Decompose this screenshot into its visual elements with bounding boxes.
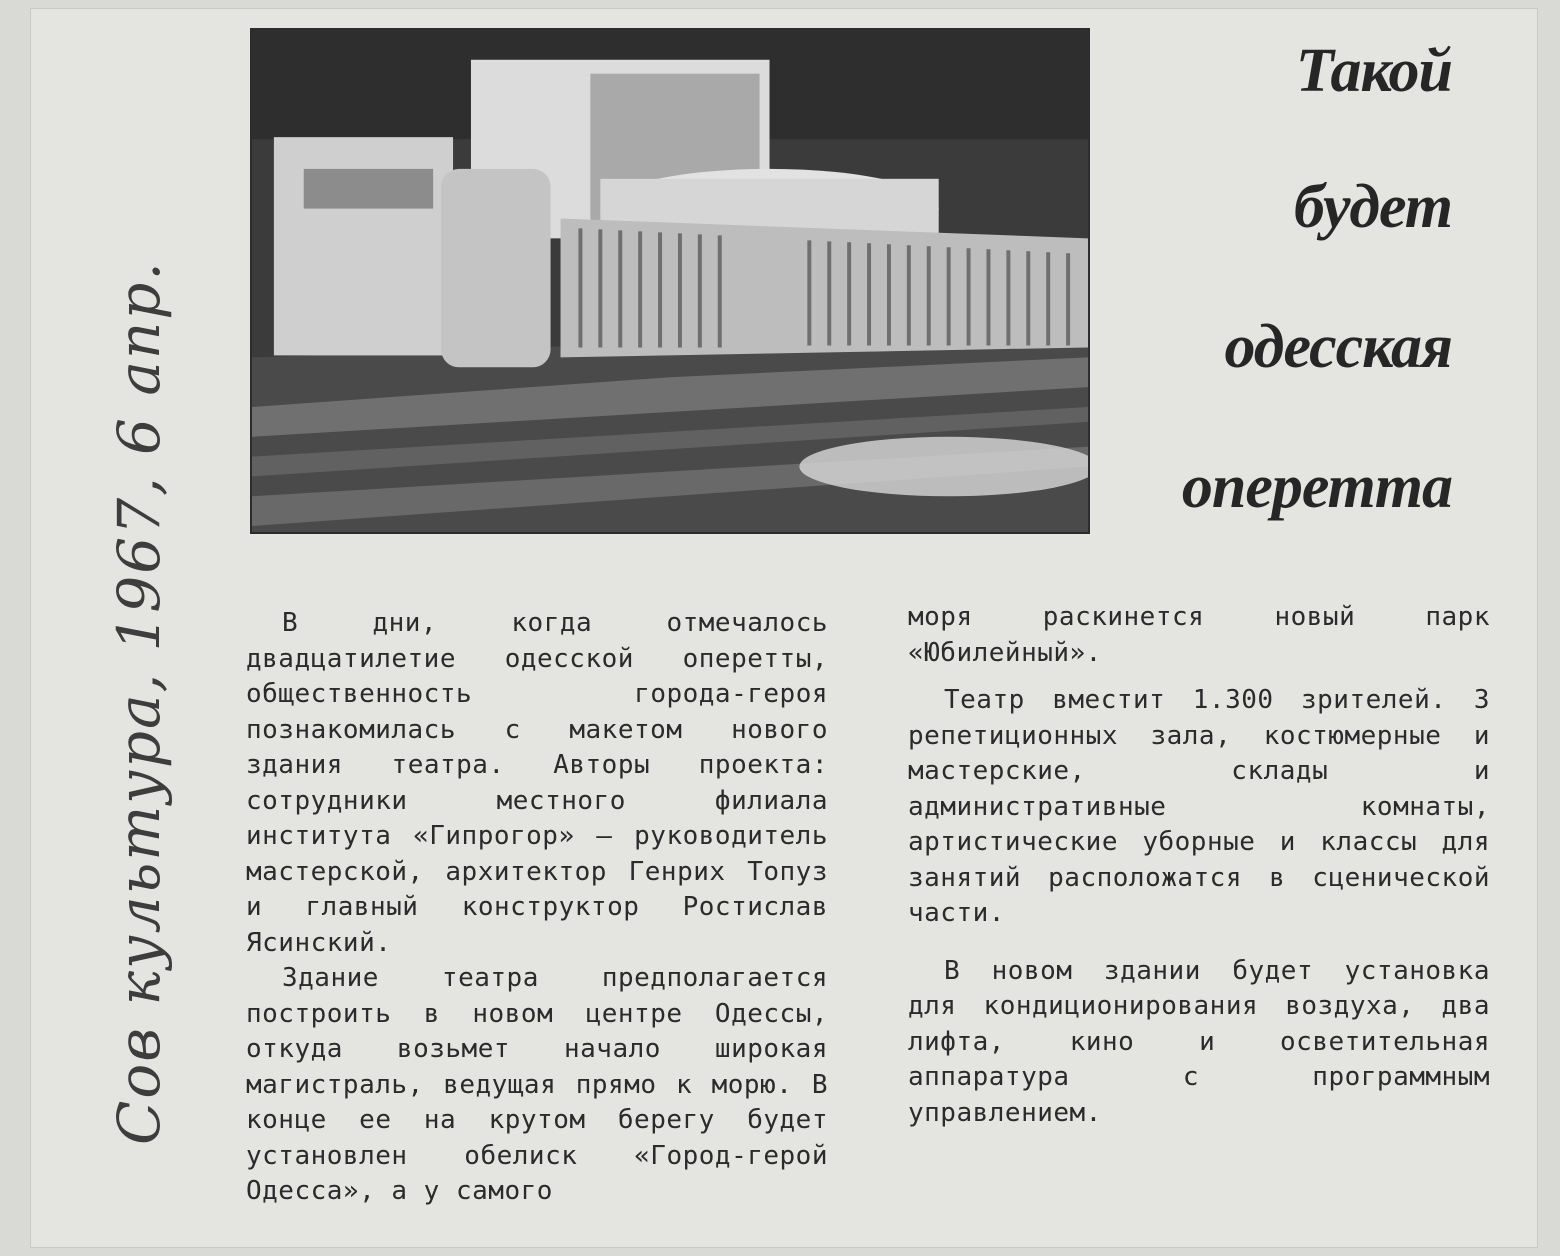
theatre-model-photo (250, 28, 1090, 534)
headline-word-3: одесская (1224, 313, 1452, 381)
handwritten-source-note: Сов культура, 1967, 6 апр. (105, 260, 173, 1145)
article-paragraph: В дни, когда отмечалось двадцатилетие одесской оперетты, общественность города-героя познакомилась с макетом нового здания театра. Авторы проекта: сотрудники местного филиала института «Гипрогор» — руководитель мастерской, архитектор Генрих Топуз и главный конструктор Ростислав Ясинский. (246, 608, 828, 958)
article-column-right (908, 600, 1490, 1131)
article-column-left (246, 606, 828, 1210)
building-model-image (252, 30, 1088, 532)
headline-word-4: оперетта (1181, 453, 1452, 521)
article-paragraph: Здание театра предполагается построить в новом центре Одессы, откуда возьмет начало широкая магистраль, ведущая прямо к морю. В конце ее на крутом берегу будет установлен обелиск «Город-герой Одесса», а у самого (246, 963, 828, 1206)
article-paragraph: моря раскинется новый парк «Юбилейный». (908, 602, 1490, 668)
headline (1132, 36, 1452, 521)
headline-word-1: Такой (1295, 37, 1452, 105)
headline-word-2: будет (1293, 173, 1452, 241)
article-paragraph: Театр вместит 1.300 зрителей. 3 репетиционных зала, костюмерные и мастерские, склады и административные комнаты, артистические уборные и классы для занятий расположатся в сценической части. (908, 685, 1490, 928)
article-paragraph: В новом здании будет установка для кондиционирования воздуха, два лифта, кино и осветительная аппаратура с программным управлением. (908, 955, 1490, 1128)
